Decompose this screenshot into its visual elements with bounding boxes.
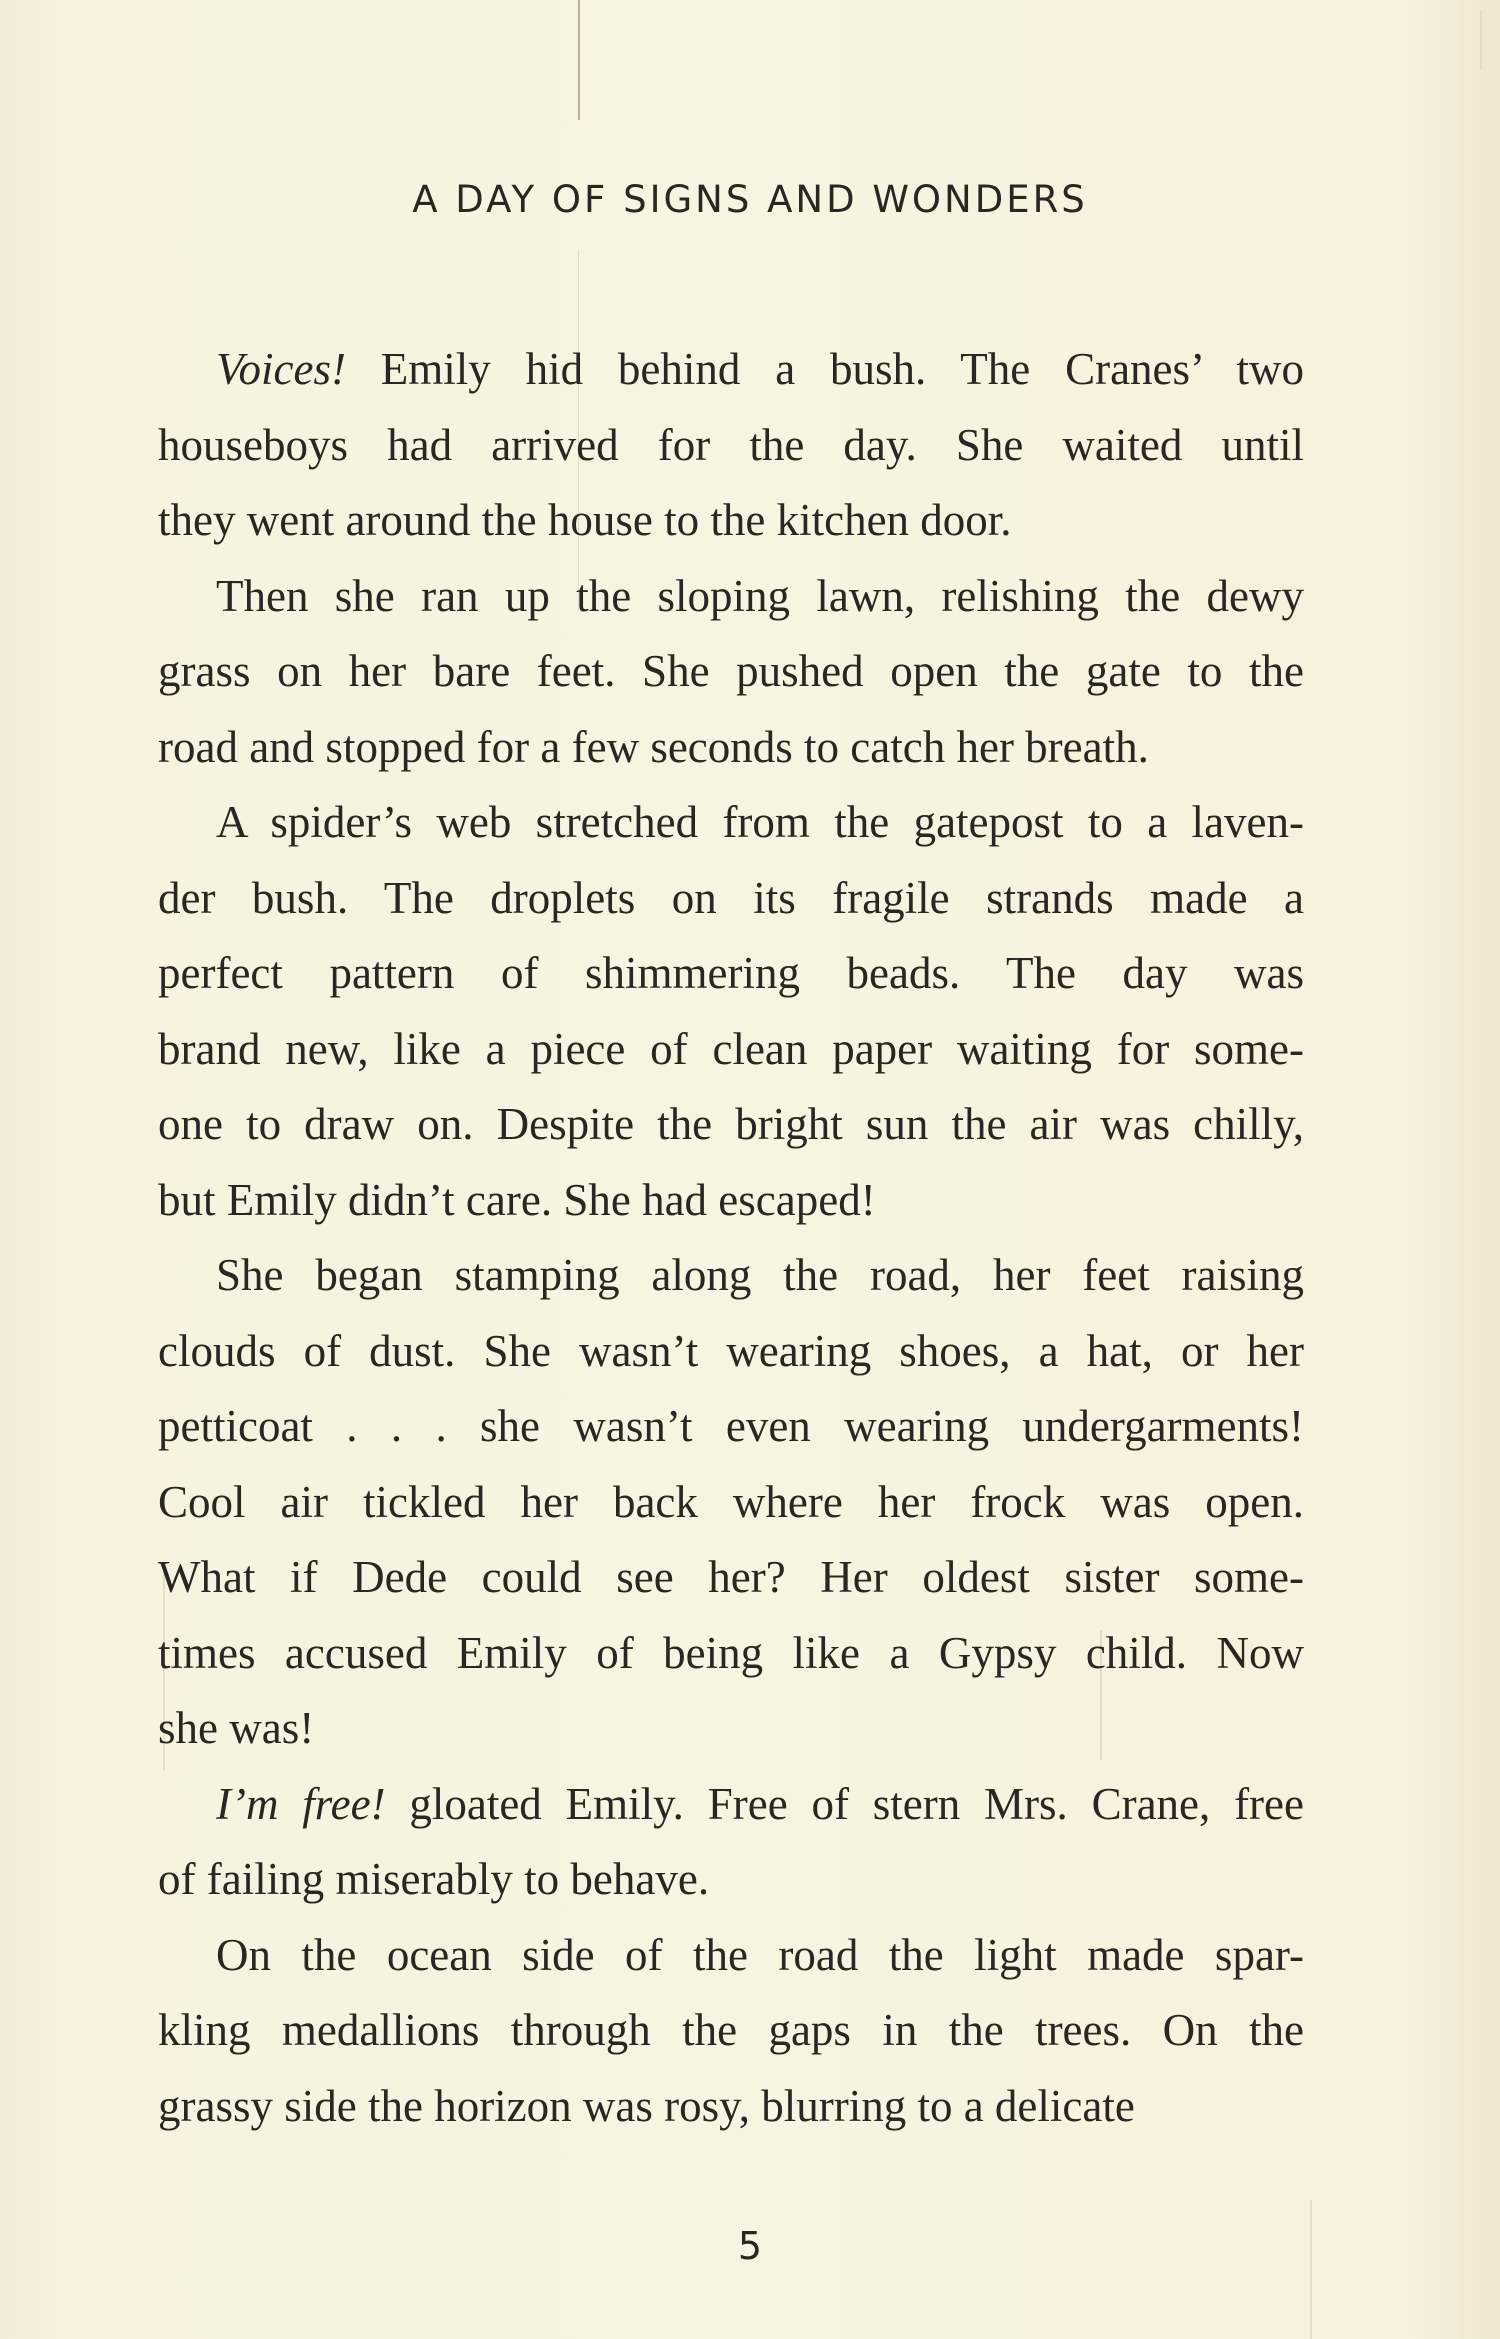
text-line — [158, 1540, 1304, 1616]
line-text: Then she ran up the sloping lawn, relishing the dewy — [216, 570, 1304, 621]
italic-text: I’m free! — [216, 1778, 386, 1829]
line-text: petticoat . . . she wasn’t even wearing undergarments! — [158, 1401, 1304, 1451]
line-text: brand new, like a piece of clean paper waiting for some- — [158, 1023, 1304, 1074]
text-line — [158, 1238, 1304, 1314]
text-line — [158, 1842, 1304, 1918]
line-text: she was! — [158, 1703, 315, 1753]
paragraph — [158, 785, 1304, 1238]
text-line — [158, 861, 1304, 937]
italic-text: Voices! — [216, 344, 346, 394]
text-line — [158, 936, 1304, 1012]
text-line — [158, 1918, 1304, 1994]
text-line — [158, 559, 1304, 635]
line-text: road and stopped for a few seconds to catch her breath. — [158, 721, 1149, 772]
gutter-crease — [578, 0, 580, 120]
text-line — [158, 1691, 1304, 1767]
line-text: they went around the house to the kitchen door. — [158, 495, 1012, 545]
text-line — [158, 1993, 1304, 2069]
text-line — [158, 1616, 1304, 1692]
line-text: clouds of dust. She wasn’t wearing shoes, a hat, or her — [158, 1325, 1304, 1376]
paragraph — [158, 559, 1304, 786]
line-text: A spider’s web stretched from the gatepost to a laven- — [216, 797, 1304, 847]
line-text: der bush. The droplets on its fragile strands made a — [158, 872, 1304, 923]
line-text: perfect pattern of shimmering beads. The day was — [158, 948, 1304, 998]
text-line — [158, 1389, 1304, 1465]
text-line — [158, 483, 1304, 559]
line-text: kling medallions through the gaps in the trees. On the — [158, 2005, 1304, 2055]
text-line — [158, 408, 1304, 484]
text-line — [158, 1465, 1304, 1541]
paragraph — [158, 1918, 1304, 2145]
text-line — [158, 634, 1304, 710]
line-text: Cool air tickled her back where her frock was open. — [158, 1476, 1304, 1527]
text-line — [158, 710, 1304, 786]
line-text: of failing miserably to behave. — [158, 1854, 710, 1904]
line-text: houseboys had arrived for the day. She waited until — [158, 419, 1304, 470]
text-line — [158, 1012, 1304, 1088]
text-line — [158, 1314, 1304, 1390]
running-head: A DAY OF SIGNS AND WONDERS — [412, 178, 1088, 221]
line-text: grassy side the horizon was rosy, blurring to a delicate — [158, 2080, 1135, 2131]
page-number: 5 — [737, 2224, 763, 2268]
line-text: grass on her bare feet. She pushed open the gate to the — [158, 646, 1304, 696]
scan-mark — [1310, 2200, 1312, 2339]
line-text: times accused Emily of being like a Gypsy child. Now — [158, 1627, 1304, 1678]
text-line — [158, 785, 1304, 861]
line-text: but Emily didn’t care. She had escaped! — [158, 1174, 876, 1225]
text-line — [158, 1163, 1304, 1239]
line-text: On the ocean side of the road the light made spar- — [216, 1929, 1304, 1980]
line-text: Emily hid behind a bush. The Cranes’ two — [345, 344, 1304, 394]
scan-mark — [1480, 10, 1482, 70]
text-line — [158, 1087, 1304, 1163]
line-text: She began stamping along the road, her feet raising — [216, 1250, 1304, 1300]
text-line — [158, 332, 1304, 408]
text-line — [158, 2069, 1304, 2145]
text-line — [158, 1767, 1304, 1843]
paragraph — [158, 332, 1304, 559]
line-text: What if Dede could see her? Her oldest sister some- — [158, 1552, 1304, 1602]
paragraph — [158, 1238, 1304, 1767]
paragraph — [158, 1767, 1304, 1918]
line-text: one to draw on. Despite the bright sun the air was chilly, — [158, 1099, 1304, 1149]
line-text: gloated Emily. Free of stern Mrs. Crane, free — [385, 1778, 1304, 1829]
body-text — [158, 332, 1304, 2144]
